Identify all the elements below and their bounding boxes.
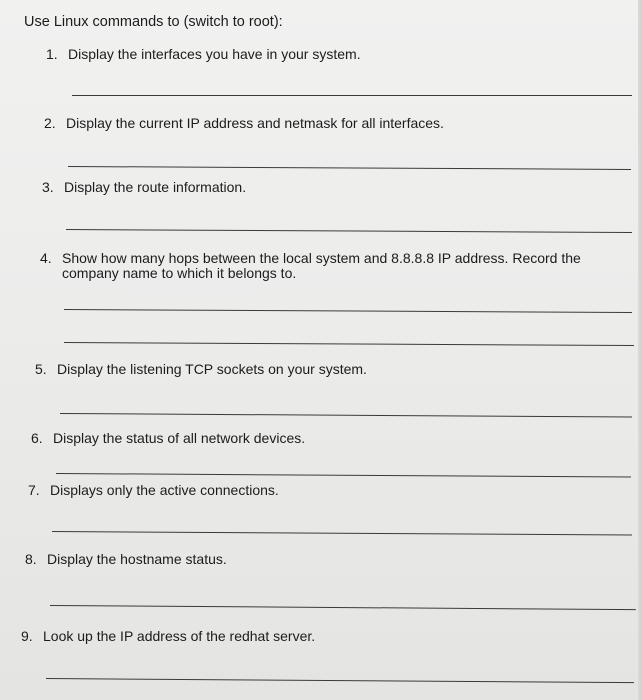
- question-5: [35, 362, 367, 377]
- question-3-number: 3.: [42, 179, 54, 195]
- question-1-text: Display the interfaces you have in your system.: [68, 46, 361, 62]
- answer-line-4b[interactable]: [64, 342, 634, 346]
- question-7-text: Displays only the active connections.: [50, 482, 279, 498]
- answer-line-5[interactable]: [60, 413, 632, 417]
- answer-line-3[interactable]: [66, 229, 632, 233]
- answer-line-8[interactable]: [50, 605, 636, 610]
- question-1-number: 1.: [46, 46, 58, 62]
- answer-line-7[interactable]: [52, 531, 632, 536]
- question-2-number: 2.: [44, 115, 56, 131]
- question-9: [21, 629, 315, 644]
- question-2: [44, 116, 444, 131]
- question-4: [40, 251, 622, 281]
- answer-line-2[interactable]: [68, 166, 631, 170]
- paper-edge: [638, 0, 642, 700]
- question-8: [25, 552, 227, 567]
- question-7-number: 7.: [28, 482, 40, 498]
- question-1: [46, 47, 361, 62]
- question-4-text: Show how many hops between the local system and 8.8.8.8 IP address. Record the company name to which it belongs to.: [62, 250, 581, 281]
- question-3-text: Display the route information.: [64, 179, 247, 195]
- answer-line-1[interactable]: [72, 95, 632, 96]
- question-8-text: Display the hostname status.: [47, 551, 227, 567]
- answer-line-6[interactable]: [56, 473, 631, 478]
- worksheet-instructions: Use Linux commands to (switch to root):: [24, 14, 283, 30]
- question-9-number: 9.: [21, 628, 33, 644]
- question-3: [42, 180, 246, 195]
- question-5-number: 5.: [35, 361, 47, 377]
- question-4-number: 4.: [40, 250, 52, 266]
- question-6-number: 6.: [31, 430, 43, 446]
- question-6: [31, 431, 305, 446]
- answer-line-9[interactable]: [46, 678, 634, 683]
- question-6-text: Display the status of all network devices.: [53, 430, 306, 446]
- question-9-text: Look up the IP address of the redhat server.: [43, 628, 316, 644]
- question-8-number: 8.: [25, 551, 37, 567]
- question-7: [28, 483, 279, 498]
- answer-line-4a[interactable]: [64, 309, 632, 313]
- question-2-text: Display the current IP address and netmask for all interfaces.: [66, 115, 444, 131]
- question-5-text: Display the listening TCP sockets on your system.: [57, 361, 367, 377]
